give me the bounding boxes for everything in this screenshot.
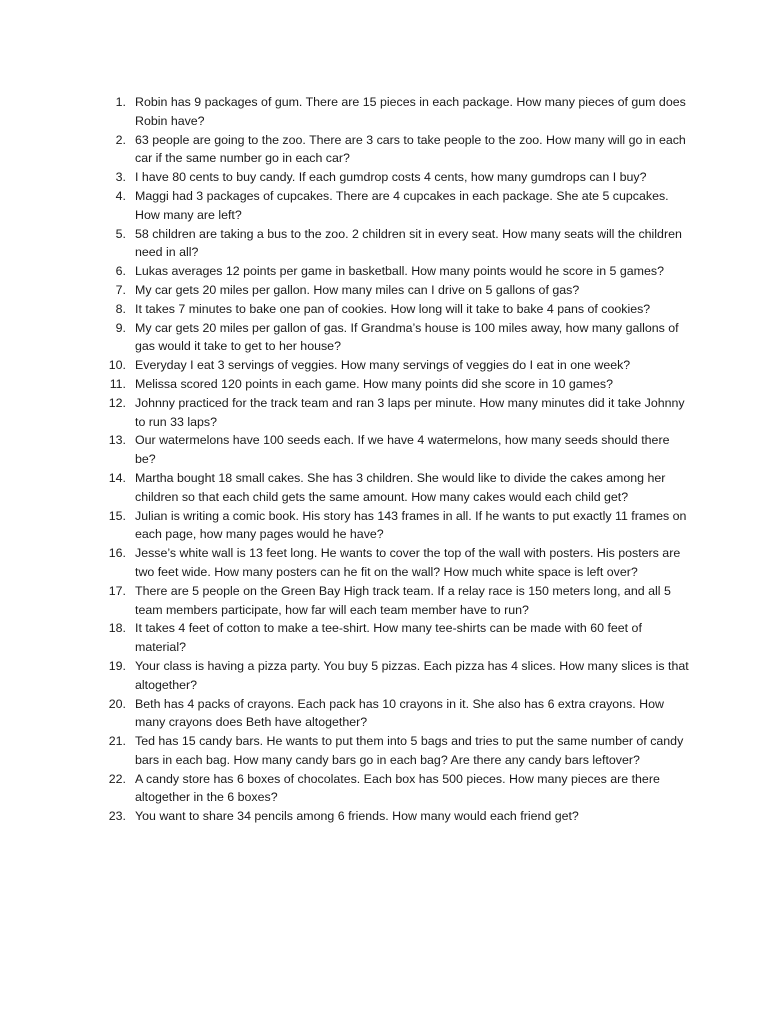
problem-item — [102, 394, 692, 432]
problem-item — [102, 695, 692, 733]
problem-text: Julian is writing a comic book. His story has 143 frames in all. If he wants to put exactly 11 frames on each page, how many pages would he have? — [135, 508, 687, 542]
problem-text: Beth has 4 packs of crayons. Each pack has 10 crayons in it. She also has 6 extra crayons. How many crayons does Beth have altogether? — [135, 696, 664, 730]
problem-number: 1. — [115, 95, 126, 109]
problem-text: My car gets 20 miles per gallon. How many miles can I drive on 5 gallons of gas? — [135, 282, 580, 297]
problem-number: 9. — [115, 320, 126, 335]
problem-text: I have 80 cents to buy candy. If each gumdrop costs 4 cents, how many gumdrops can I buy? — [135, 170, 647, 185]
problem-number: 7. — [115, 282, 126, 297]
problem-number: 15. — [108, 508, 126, 523]
problem-item — [102, 168, 692, 187]
problem-item — [102, 544, 692, 582]
problem-text: 58 children are taking a bus to the zoo. 2 children sit in every seat. How many seats will the children need in all? — [135, 226, 682, 260]
problem-item — [102, 319, 692, 357]
problem-item — [102, 281, 692, 300]
problem-item — [102, 375, 692, 394]
problem-item — [102, 507, 692, 545]
problem-item — [102, 131, 692, 169]
problem-text: A candy store has 6 boxes of chocolates. Each box has 500 pieces. How many pieces are there altogether in the 6 boxes? — [135, 771, 660, 805]
problem-number: 16. — [108, 546, 126, 561]
problem-number: 3. — [115, 170, 126, 185]
problem-number: 22. — [108, 771, 126, 786]
problem-item — [102, 469, 692, 507]
problem-item — [102, 807, 692, 826]
problem-number: 4. — [115, 188, 126, 203]
problem-text: Your class is having a pizza party. You buy 5 pizzas. Each pizza has 4 slices. How many slices is that altogether? — [135, 658, 689, 692]
problem-number: 14. — [108, 470, 126, 485]
problem-item — [102, 262, 692, 281]
problem-text: It takes 4 feet of cotton to make a tee-shirt. How many tee-shirts can be made with 60 feet of material? — [135, 621, 642, 655]
problem-item — [102, 356, 692, 375]
problem-number: 11. — [109, 376, 126, 391]
problem-item — [102, 732, 692, 770]
problem-number: 5. — [115, 226, 126, 241]
problem-number: 13. — [108, 433, 126, 448]
problem-number: 23. — [108, 809, 126, 824]
problem-number: 8. — [115, 301, 126, 316]
problem-text: It takes 7 minutes to bake one pan of cookies. How long will it take to bake 4 pans of cookies? — [135, 301, 651, 316]
problem-number: 18. — [108, 621, 126, 636]
problem-text: 63 people are going to the zoo. There are 3 cars to take people to the zoo. How many will go in each car if the same number go in each car? — [135, 132, 686, 166]
problem-text: Robin has 9 packages of gum. There are 15 pieces in each package. How many pieces of gum does Robin have? — [135, 95, 686, 128]
problem-text: Martha bought 18 small cakes. She has 3 children. She would like to divide the cakes among her children so that each child gets the same amount. How many cakes would each child get? — [135, 470, 666, 504]
problem-text: My car gets 20 miles per gallon of gas. If Grandma’s house is 100 miles away, how many gallons of gas would it take to get to her house? — [135, 320, 679, 354]
problem-item — [102, 619, 692, 657]
problem-item — [102, 225, 692, 263]
problem-number: 10. — [108, 358, 126, 373]
problem-text: Jesse’s white wall is 13 feet long. He wants to cover the top of the wall with posters. His posters are two feet wide. How many posters can he fit on the wall? How much white space is left over? — [135, 546, 681, 579]
problem-item — [102, 431, 692, 469]
problem-item — [102, 93, 692, 131]
problem-item — [102, 657, 692, 695]
problem-number: 12. — [108, 395, 126, 410]
problem-item — [102, 582, 692, 620]
problem-text: Ted has 15 candy bars. He wants to put them into 5 bags and tries to put the same number of candy bars in each bag. How many candy bars go in each bag? Are there any candy bars leftover? — [135, 734, 684, 767]
problem-text: Melissa scored 120 points in each game. How many points did she score in 10 games? — [135, 376, 613, 391]
problem-text: Our watermelons have 100 seeds each. If we have 4 watermelons, how many seeds should there be? — [135, 433, 670, 467]
problem-number: 6. — [115, 264, 126, 279]
problem-number: 2. — [115, 132, 126, 147]
problem-item — [102, 187, 692, 225]
problem-text: Everyday I eat 3 servings of veggies. How many servings of veggies do I eat in one week? — [135, 358, 631, 373]
problem-number: 20. — [108, 696, 126, 711]
problem-text: There are 5 people on the Green Bay High track team. If a relay race is 150 meters long, and all 5 team members participate, how far will each team member have to run? — [135, 583, 671, 617]
problem-number: 19. — [108, 658, 126, 673]
problem-item — [102, 300, 692, 319]
word-problem-list — [102, 93, 692, 826]
problem-text: Johnny practiced for the track team and ran 3 laps per minute. How many minutes did it take Johnny to run 33 laps? — [135, 395, 685, 429]
problem-number: 21. — [108, 734, 126, 749]
problem-number: 17. — [108, 583, 126, 598]
problem-text: You want to share 34 pencils among 6 friends. How many would each friend get? — [135, 809, 579, 824]
problem-text: Lukas averages 12 points per game in basketball. How many points would he score in 5 games? — [135, 264, 664, 279]
problem-item — [102, 770, 692, 808]
problem-text: Maggi had 3 packages of cupcakes. There are 4 cupcakes in each package. She ate 5 cupcakes. How many are left? — [135, 188, 669, 222]
